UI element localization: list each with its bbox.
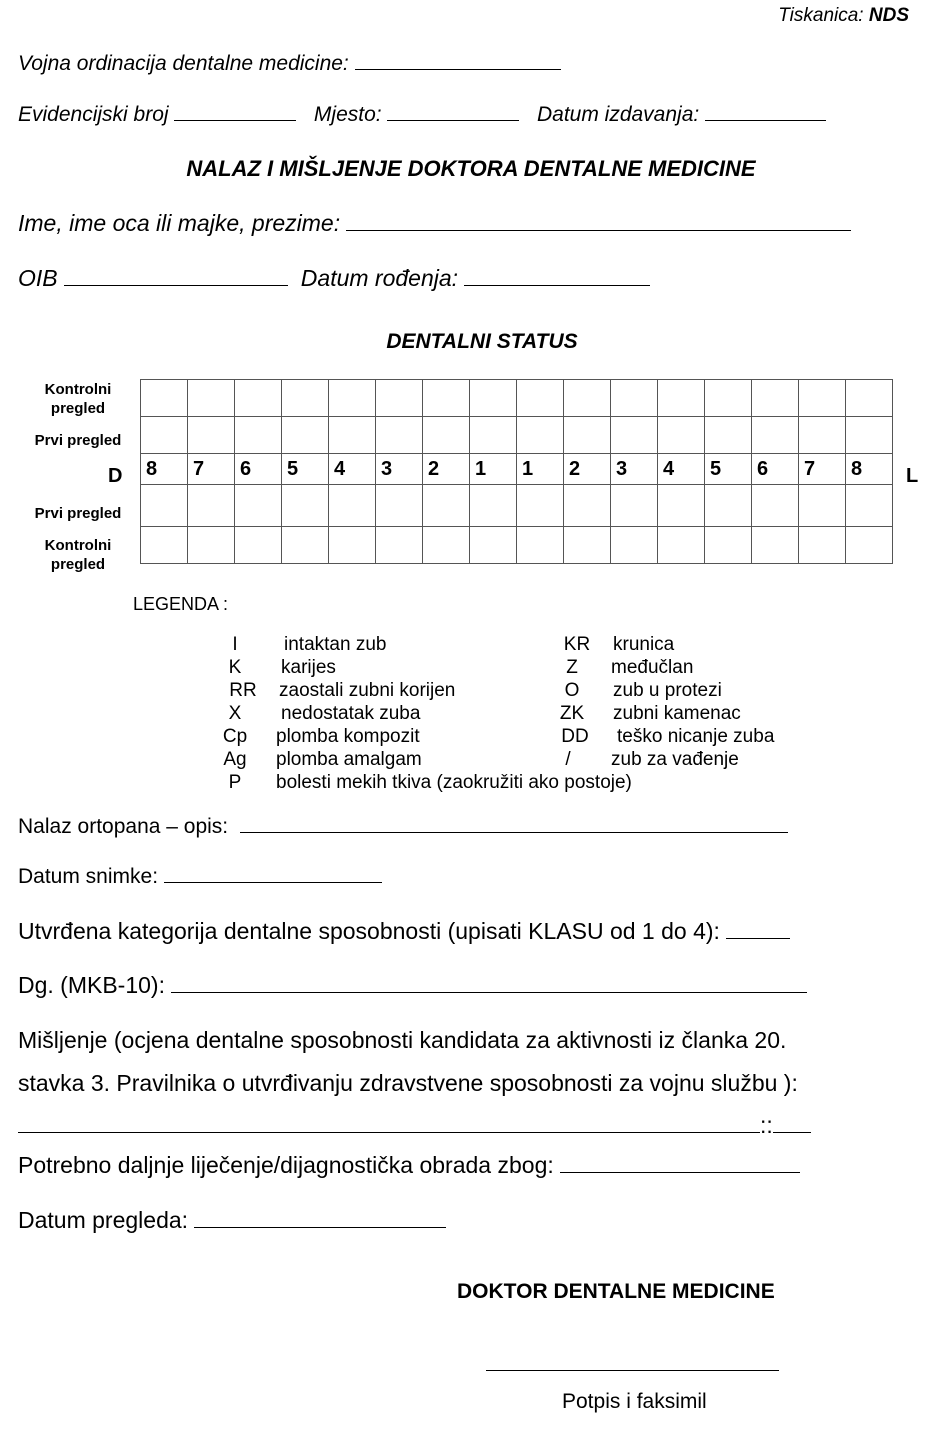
cell-first-top[interactable] (799, 417, 846, 454)
form-code (778, 5, 909, 27)
cell-control-bottom[interactable] (799, 527, 846, 564)
cell-control-bottom[interactable] (752, 527, 799, 564)
opinion-separator: :: (760, 1112, 773, 1138)
cell-control-top[interactable] (846, 380, 893, 417)
legend-desc: međučlan (611, 657, 694, 678)
tooth-number: 5 (705, 454, 752, 485)
issue-date-label: Datum izdavanja: (536, 103, 700, 126)
legend-desc: zub za vađenje (611, 749, 739, 770)
row-label-control-top: Kontrolni pregled (44, 381, 112, 417)
side-left-label-l: L (906, 465, 919, 487)
tooth-number: 1 (470, 454, 517, 485)
legend-code: Z (566, 657, 578, 678)
tooth-number: 8 (846, 454, 893, 485)
cell-first-top[interactable] (517, 417, 564, 454)
tooth-number: 6 (235, 454, 282, 485)
cell-first-bottom[interactable] (235, 485, 282, 527)
category-row (18, 918, 790, 945)
legend-desc: karijes (281, 657, 336, 678)
ortopan-row (18, 815, 788, 839)
legend-code: ZK (559, 703, 585, 724)
legend-code: / (565, 749, 571, 770)
dg-row (18, 972, 807, 999)
legend-code: P (228, 772, 242, 793)
cell-control-top[interactable] (282, 380, 329, 417)
cell-control-bottom[interactable] (282, 527, 329, 564)
cell-first-top[interactable] (611, 417, 658, 454)
tooth-number: 1 (517, 454, 564, 485)
clinic-input-line[interactable] (355, 68, 561, 70)
treatment-input-line[interactable] (560, 1171, 800, 1173)
tooth-number: 4 (329, 454, 376, 485)
row-first-top (141, 417, 893, 454)
tooth-number: 3 (376, 454, 423, 485)
page-title: NALAZ I MIŠLJENJE DOKTORA DENTALNE MEDICINE (186, 156, 756, 181)
dental-chart (140, 379, 893, 564)
cell-control-top[interactable] (423, 380, 470, 417)
legend-desc: nedostatak zuba (281, 703, 421, 724)
cell-control-top[interactable] (705, 380, 752, 417)
dob-input-line[interactable] (464, 284, 650, 286)
place-input-line[interactable] (387, 119, 519, 121)
cell-first-bottom[interactable] (470, 485, 517, 527)
tooth-number: 3 (611, 454, 658, 485)
row-control-bottom (141, 527, 893, 564)
record-label: Evidencijski broj (18, 103, 169, 126)
cell-control-top[interactable] (188, 380, 235, 417)
cell-first-top[interactable] (188, 417, 235, 454)
cell-control-bottom[interactable] (329, 527, 376, 564)
opinion-line-1: Mišljenje (ocjena dentalne sposobnosti kandidata za aktivnosti iz članka 20. (18, 1027, 787, 1053)
legend-desc: zubni kamenac (613, 703, 741, 724)
legend-title: LEGENDA : (133, 594, 229, 614)
legend-code: DD (561, 726, 589, 747)
ortopan-input-line[interactable] (240, 831, 788, 833)
form-code-value: NDS (868, 5, 909, 26)
tooth-number: 2 (564, 454, 611, 485)
tooth-number: 4 (658, 454, 705, 485)
signature-title: DOKTOR DENTALNE MEDICINE (457, 1280, 775, 1303)
name-label: Ime, ime oca ili majke, prezime: (18, 210, 341, 236)
cell-first-top[interactable] (564, 417, 611, 454)
snimka-input-line[interactable] (164, 881, 382, 883)
legend-code: I (232, 634, 238, 655)
row-first-bottom (141, 485, 893, 527)
cell-first-bottom[interactable] (517, 485, 564, 527)
oib-row (18, 265, 650, 292)
legend-desc: zaostali zubni korijen (279, 680, 456, 701)
dg-label: Dg. (MKB-10): (18, 972, 165, 998)
cell-first-top[interactable] (282, 417, 329, 454)
cell-control-bottom[interactable] (846, 527, 893, 564)
cell-control-bottom[interactable] (470, 527, 517, 564)
cell-control-bottom[interactable] (658, 527, 705, 564)
cell-first-top[interactable] (846, 417, 893, 454)
name-input-line[interactable] (346, 229, 851, 231)
opinion-row (18, 1112, 811, 1139)
place-label: Mjesto: (313, 103, 382, 126)
cell-first-top[interactable] (376, 417, 423, 454)
cell-first-top[interactable] (141, 417, 188, 454)
legend-desc: intaktan zub (284, 634, 387, 655)
cell-control-bottom[interactable] (705, 527, 752, 564)
cell-first-top[interactable] (470, 417, 517, 454)
issue-date-input-line[interactable] (705, 119, 826, 121)
legend-desc: plomba amalgam (276, 749, 422, 770)
exam-date-label: Datum pregleda: (18, 1207, 189, 1233)
cell-control-top[interactable] (658, 380, 705, 417)
legend-desc: krunica (613, 634, 675, 655)
cell-control-bottom[interactable] (564, 527, 611, 564)
cell-control-bottom[interactable] (611, 527, 658, 564)
opinion-input-line[interactable] (18, 1131, 760, 1133)
opinion-line-2: stavka 3. Pravilnika o utvrđivanju zdravstvene sposobnosti za vojnu službu ): (18, 1070, 798, 1096)
cell-first-bottom[interactable] (376, 485, 423, 527)
dental-status-title: DENTALNI STATUS (386, 330, 578, 353)
tooth-number: 7 (799, 454, 846, 485)
record-input-line[interactable] (174, 119, 296, 121)
cell-control-bottom[interactable] (235, 527, 282, 564)
cell-first-bottom[interactable] (611, 485, 658, 527)
cell-first-bottom[interactable] (564, 485, 611, 527)
tooth-number: 2 (423, 454, 470, 485)
cell-control-top[interactable] (799, 380, 846, 417)
tooth-number: 6 (752, 454, 799, 485)
cell-first-top[interactable] (235, 417, 282, 454)
cell-first-top[interactable] (658, 417, 705, 454)
cell-control-bottom[interactable] (517, 527, 564, 564)
side-right-label-d: D (108, 465, 123, 487)
legend-code: Cp (222, 726, 248, 747)
cell-control-bottom[interactable] (141, 527, 188, 564)
category-label: Utvrđena kategorija dentalne sposobnosti (upisati KLASU od 1 do 4): (18, 918, 720, 944)
row-label-first-bottom: Prvi pregled (34, 505, 122, 522)
legend-code: RR (229, 680, 257, 701)
legend-desc: teško nicanje zuba (617, 726, 775, 747)
cell-control-top[interactable] (611, 380, 658, 417)
row-tooth-numbers (141, 454, 893, 485)
cell-first-top[interactable] (752, 417, 799, 454)
legend-desc: bolesti mekih tkiva (zaokružiti ako postoje) (276, 772, 632, 793)
cell-first-bottom[interactable] (423, 485, 470, 527)
row-control-top (141, 380, 893, 417)
cell-control-top[interactable] (235, 380, 282, 417)
cell-first-bottom[interactable] (705, 485, 752, 527)
cell-first-bottom[interactable] (141, 485, 188, 527)
cell-control-top[interactable] (376, 380, 423, 417)
record-row (18, 103, 826, 127)
cell-control-bottom[interactable] (188, 527, 235, 564)
clinic-label: Vojna ordinacija dentalne medicine: (18, 52, 349, 75)
dob-label: Datum rođenja: (300, 265, 459, 291)
legend-desc: zub u protezi (613, 680, 722, 701)
cell-first-bottom[interactable] (752, 485, 799, 527)
opinion-code-input-line[interactable] (773, 1131, 811, 1133)
cell-first-bottom[interactable] (799, 485, 846, 527)
snimka-row (18, 865, 382, 889)
exam-date-input-line[interactable] (194, 1226, 446, 1228)
snimka-label: Datum snimke: (18, 865, 159, 888)
cell-control-bottom[interactable] (423, 527, 470, 564)
oib-input-line[interactable] (64, 284, 288, 286)
legend-code: K (228, 657, 242, 678)
legend-code: Ag (223, 749, 247, 770)
tooth-number: 7 (188, 454, 235, 485)
exam-date-row (18, 1207, 446, 1234)
cell-control-top[interactable] (517, 380, 564, 417)
signature-caption: Potpis i faksimil (562, 1390, 707, 1413)
form-code-label: Tiskanica: (778, 5, 864, 26)
treatment-row (18, 1152, 800, 1179)
cell-control-top[interactable] (329, 380, 376, 417)
cell-control-top[interactable] (752, 380, 799, 417)
cell-first-bottom[interactable] (282, 485, 329, 527)
cell-control-top[interactable] (470, 380, 517, 417)
cell-control-bottom[interactable] (376, 527, 423, 564)
row-label-first-top: Prvi pregled (34, 432, 122, 449)
cell-control-top[interactable] (141, 380, 188, 417)
cell-first-bottom[interactable] (846, 485, 893, 527)
legend-code: O (564, 680, 580, 701)
dg-input-line[interactable] (171, 991, 807, 993)
tooth-number: 5 (282, 454, 329, 485)
signature-line[interactable] (486, 1370, 779, 1371)
treatment-label: Potrebno daljnje liječenje/dijagnostička obrada zbog: (18, 1152, 554, 1178)
cell-first-top[interactable] (705, 417, 752, 454)
ortopan-label: Nalaz ortopana – opis: (18, 815, 229, 838)
cell-first-bottom[interactable] (329, 485, 376, 527)
legend-code: X (228, 703, 242, 724)
clinic-row (18, 52, 561, 76)
legend-desc: plomba kompozit (276, 726, 420, 747)
cell-first-bottom[interactable] (188, 485, 235, 527)
cell-control-top[interactable] (564, 380, 611, 417)
tooth-number: 8 (141, 454, 188, 485)
cell-first-bottom[interactable] (658, 485, 705, 527)
legend-code: KR (563, 634, 591, 655)
category-input-line[interactable] (726, 937, 790, 939)
name-row (18, 210, 851, 237)
row-label-control-bottom: Kontrolni pregled (44, 537, 112, 573)
cell-first-top[interactable] (423, 417, 470, 454)
cell-first-top[interactable] (329, 417, 376, 454)
oib-label: OIB (18, 265, 58, 291)
